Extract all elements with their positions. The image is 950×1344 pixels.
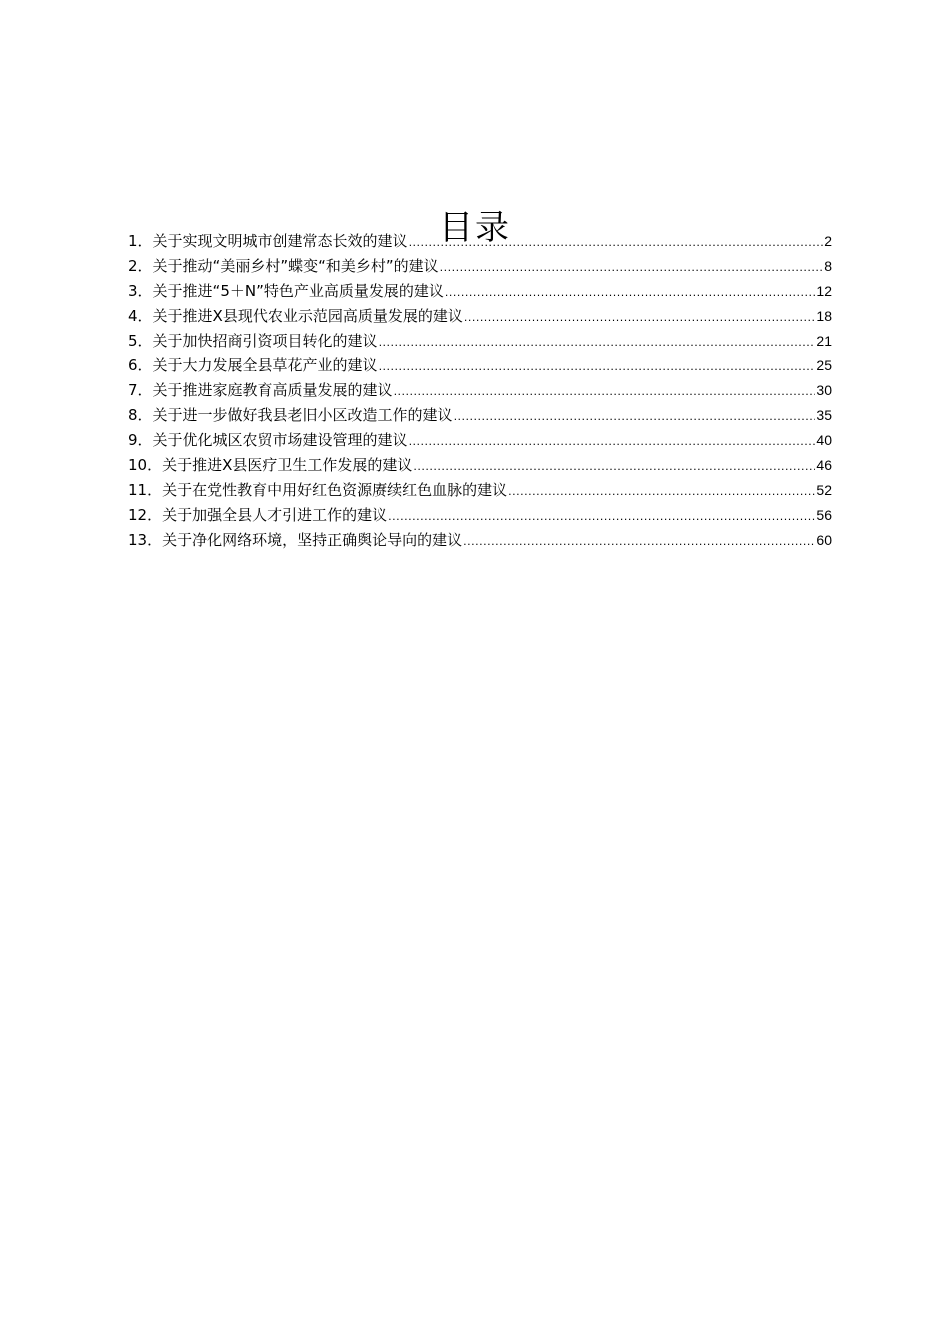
toc-entry-number: 9． — [128, 431, 153, 450]
toc-entry-page: 12 — [816, 282, 832, 299]
toc-entry[interactable] — [128, 528, 832, 553]
toc-entry-number: 7． — [128, 381, 153, 400]
toc-entry-number: 4． — [128, 306, 153, 325]
toc-entry-title: 关于推进“5＋N”特色产业高质量发展的建议 — [152, 281, 444, 300]
toc-entry[interactable] — [128, 304, 832, 329]
toc-dot-leader — [394, 380, 816, 405]
toc-dot-leader — [508, 480, 815, 505]
toc-entry[interactable] — [128, 329, 832, 354]
toc-dot-leader — [413, 455, 815, 480]
toc-entry-page: 52 — [816, 481, 832, 498]
toc-entry[interactable] — [128, 428, 832, 453]
toc-entry-number: 8． — [128, 406, 153, 425]
toc-list — [128, 229, 832, 553]
toc-entry-number: 2． — [128, 256, 153, 275]
toc-dot-leader — [463, 530, 815, 555]
toc-entry-number: 3． — [128, 281, 153, 300]
toc-entry-page: 56 — [816, 506, 832, 523]
toc-entry-number: 5． — [128, 331, 153, 350]
toc-entry-page: 8 — [824, 257, 832, 274]
toc-entry[interactable] — [128, 503, 832, 528]
toc-entry-title: 关于推进X县现代农业示范园高质量发展的建议 — [152, 306, 463, 325]
toc-entry-title: 关于加快招商引资项目转化的建议 — [152, 331, 378, 350]
toc-entry-page: 25 — [816, 357, 832, 374]
toc-entry-title: 关于进一步做好我县老旧小区改造工作的建议 — [152, 406, 453, 425]
toc-entry-number: 10． — [128, 456, 163, 475]
toc-entry-page: 30 — [816, 382, 832, 399]
toc-entry[interactable] — [128, 403, 832, 428]
toc-entry-number: 1． — [128, 232, 153, 250]
toc-entry-number: 11． — [128, 480, 163, 499]
toc-entry-page: 46 — [816, 457, 832, 474]
toc-dot-leader — [379, 355, 816, 380]
toc-entry-title: 关于推进家庭教育高质量发展的建议 — [152, 381, 393, 400]
toc-entry-number: 6． — [128, 356, 153, 375]
toc-entry-page: 40 — [816, 432, 832, 449]
toc-entry-page: 35 — [816, 407, 832, 424]
toc-dot-leader — [440, 256, 824, 281]
toc-entry-title: 关于实现文明城市创建常态长效的建议 — [152, 232, 408, 250]
toc-entry-page: 18 — [816, 307, 832, 324]
toc-title: 目录 — [439, 207, 511, 248]
toc-entry[interactable] — [128, 478, 832, 503]
toc-entry[interactable] — [128, 229, 832, 254]
toc-entry-title: 关于推动“美丽乡村”蝶变“和美乡村”的建议 — [152, 256, 439, 275]
toc-dot-leader — [409, 430, 816, 455]
toc-dot-leader — [445, 281, 816, 306]
toc-entry-page: 2 — [824, 233, 832, 249]
toc-dot-leader — [379, 331, 816, 356]
toc-entry-number: 12． — [128, 505, 163, 524]
toc-dot-leader — [464, 306, 816, 331]
toc-entry-title: 关于在党性教育中用好红色资源赓续红色血脉的建议 — [162, 480, 508, 499]
toc-entry-title: 关于净化网络环境，坚持正确舆论导向的建议 — [162, 530, 463, 549]
toc-entry[interactable] — [128, 279, 832, 304]
toc-dot-leader — [454, 405, 816, 430]
toc-entry-title: 关于推进X县医疗卫生工作发展的建议 — [162, 456, 413, 475]
toc-entry-page: 60 — [816, 531, 832, 548]
toc-entry[interactable] — [128, 453, 832, 478]
toc-entry[interactable] — [128, 353, 832, 378]
toc-entry-page: 21 — [816, 332, 832, 349]
toc-dot-leader — [388, 505, 815, 530]
toc-entry[interactable] — [128, 254, 832, 279]
toc-entry-title: 关于加强全县人才引进工作的建议 — [162, 505, 388, 524]
toc-dot-leader — [409, 231, 824, 256]
toc-entry[interactable] — [128, 378, 832, 403]
toc-entry-number: 13． — [128, 530, 163, 549]
toc-entry-title: 关于优化城区农贸市场建设管理的建议 — [152, 431, 408, 450]
toc-entry-title: 关于大力发展全县草花产业的建议 — [152, 356, 378, 375]
